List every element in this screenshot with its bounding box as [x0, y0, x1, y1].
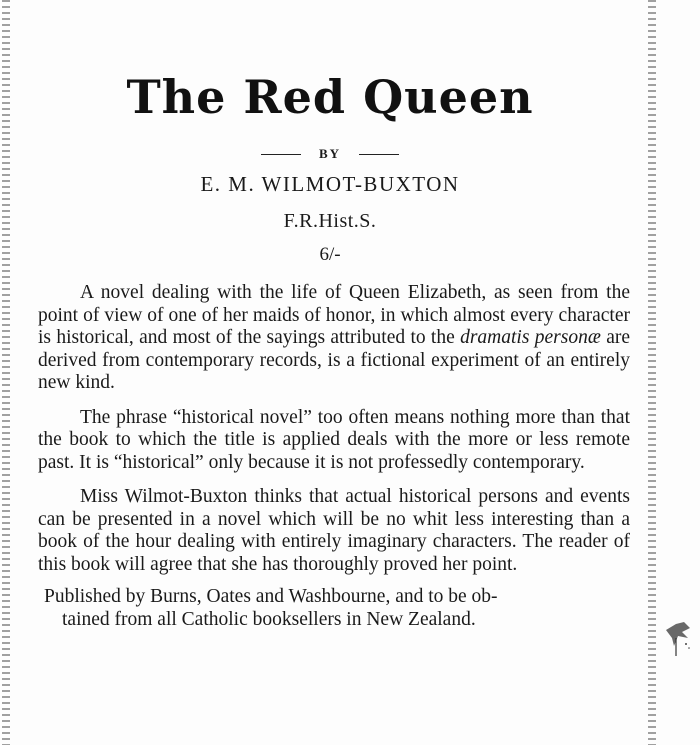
book-price: 6/-: [319, 244, 341, 265]
by-line: [0, 146, 660, 162]
paragraph-1: [38, 282, 630, 395]
by-label: BY: [318, 146, 342, 161]
publisher-line-2: tained from all Catholic booksellers in New Zealand.: [62, 608, 476, 630]
paragraph-1-start: A novel dealing with the life of Queen Elizabeth, as seen from the point of view of one of her maids of honor, in which almost every character is historical, and most of the sayings attributed to the: [38, 282, 630, 348]
ink-smudge-icon: [662, 618, 694, 658]
left-rule: [261, 154, 301, 155]
description-text: [38, 282, 630, 643]
publisher-line-1: Published by Burns, Oates and Washbourne, and to be ob-: [44, 586, 498, 607]
paragraph-1-end: are derived from contemporary records, is a fictional experiment of an entirely new kind.: [38, 327, 630, 393]
right-rule: [359, 154, 399, 155]
publisher-notice: [38, 586, 630, 631]
author-credential: F.R.Hist.S.: [283, 210, 377, 232]
author-name: E. M. WILMOT-BUXTON: [200, 172, 460, 196]
paragraph-2: The phrase “historical novel” too often means nothing more than that the book to which the title is applied deals with the more or less remote past. It is “historical” only because it is not professedly contemporary.: [38, 406, 630, 473]
paragraph-1-italic: dramatis personæ: [460, 327, 601, 348]
paragraph-3: Miss Wilmot-Buxton thinks that actual historical persons and events can be presented in a novel which will be no whit less interesting than a book of the hour dealing with entirely imaginary characters. The reader of this book will agree that she has thoroughly proved her point.: [38, 486, 630, 575]
book-title: The Red Queen: [126, 70, 534, 124]
